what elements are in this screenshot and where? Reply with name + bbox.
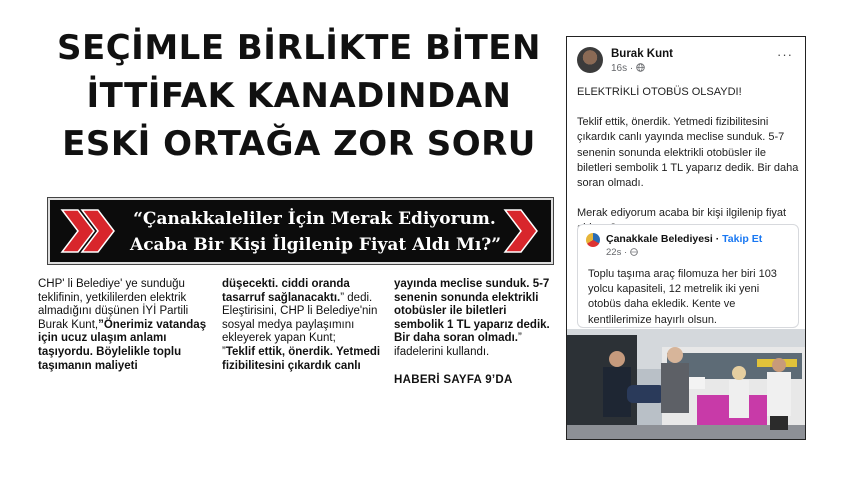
shared-post[interactable]: [577, 224, 799, 328]
body-text: CHP' li Belediye' ye sunduğu teklifinin, yetkililerden elektrik almadığını düşünen İYİ Partili Burak Kunt,: [38, 278, 189, 331]
paragraph: [394, 278, 556, 360]
body-text: ” ifadelerini kullandı.: [394, 332, 522, 358]
follow-button[interactable]: Takip Et: [722, 233, 763, 245]
paragraph: [222, 346, 384, 373]
quote-text: [130, 206, 502, 258]
headline: [34, 24, 564, 168]
quote-bold-text: yayında meclise sunduk. 5-7 senenin sonunda elektrikli otobüsler ile biletleri sembolik 1 TL yaparız dedik. Bir daha soran olmadı.: [394, 278, 550, 345]
headline-line-2: İTTİFAK KANADINDAN: [86, 76, 512, 116]
quote-banner: [48, 198, 553, 264]
ceremony-photo[interactable]: [567, 329, 806, 440]
article-column-3: [394, 278, 556, 387]
quote-bold-text: düşecekti. ciddi oranda tasarruf sağlanacaktı.: [222, 278, 350, 304]
facebook-post: [566, 36, 806, 440]
globe-icon: [636, 63, 645, 72]
body-text: ” dedi.: [340, 291, 373, 304]
article-column-2: [222, 278, 384, 373]
chevron-right-icon: [501, 208, 541, 254]
avatar[interactable]: [577, 47, 603, 73]
shared-post-text: Toplu taşıma araç filomuza her biri 103 yolcu kapasiteli, 12 metrelik iki yeni otobüs daha ekledik. Kente ve kentlilerimize hayırlı olsun.: [588, 268, 777, 326]
post-paragraph-2: Teklif ettik, önerdik. Yetmedi fizibilitesini çıkardık canlı yayında meclise sunduk. 5-7 senenin sonunda elektrikli otobüsler ile biletleri sembolik 1 TL yaparız dedik. Bir daha soran olmadı.: [577, 116, 799, 190]
body-text: ”: [222, 345, 226, 358]
quote-bold-text: Teklif ettik, önerdik. Yetmedi fizibilitesini çıkardık canlı: [222, 345, 381, 372]
more-options-icon[interactable]: ···: [777, 47, 793, 62]
shared-post-time-text: 22s ·: [606, 247, 630, 258]
shared-post-time: [606, 247, 638, 258]
headline-line-3: ESKİ ORTAĞA ZOR SORU: [62, 124, 536, 164]
post-header: [577, 47, 797, 79]
quote-bold-text: ”Önerimiz vatandaş için ucuz ulaşım anlamı taşıyordu. Böylelikle toplu taşımanın maliyeti: [38, 318, 207, 372]
paragraph: [222, 305, 384, 346]
article-column-1: [38, 278, 208, 373]
paragraph: [38, 278, 208, 373]
headline-line-1: SEÇİMLE BİRLİKTE BİTEN: [57, 28, 541, 68]
post-time-text: 16s ·: [611, 63, 637, 74]
chevron-right-icon: [60, 208, 120, 254]
page-logo-icon: [586, 233, 600, 247]
body-text: Eleştirisini, CHP li Belediye'nin sosyal medya paylaşımını ekleyerek yapan Kunt;: [222, 305, 378, 345]
post-paragraph-3: Merak ediyorum acaba bir kişi ilgilenip fiyat: [577, 207, 787, 220]
continued-note: HABERİ SAYFA 9’DA: [394, 373, 513, 386]
quote-line-1: “Çanakkaleliler İçin Merak Ediyorum.: [133, 209, 496, 229]
paragraph: [222, 278, 384, 305]
globe-icon: [630, 248, 638, 256]
quote-line-2: Acaba Bir Kişi İlgilenip Fiyat Aldı Mı?”: [130, 235, 502, 255]
shared-page-header: [606, 233, 762, 245]
post-time: [611, 63, 645, 74]
shared-page-name[interactable]: Çanakkale Belediyesi: [606, 233, 713, 245]
separator: ·: [712, 233, 723, 245]
post-paragraph-1: ELEKTRİKLİ OTOBÜS OLSAYDI!: [577, 86, 742, 98]
author-name[interactable]: Burak Kunt: [611, 48, 673, 60]
